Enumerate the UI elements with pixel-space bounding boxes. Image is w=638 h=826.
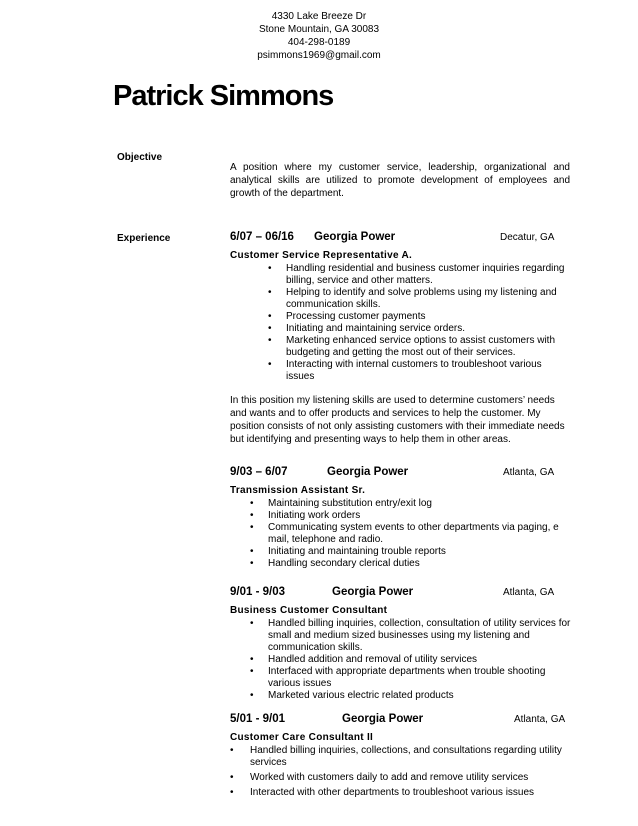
bullet-icon: • <box>250 690 254 701</box>
list-item <box>230 654 572 666</box>
candidate-name: Patrick Simmons <box>113 80 334 112</box>
list-item <box>230 666 572 690</box>
job-duties-list <box>230 263 572 383</box>
list-item <box>230 287 572 311</box>
list-item <box>230 510 572 522</box>
duty-text: Helping to identify and solve problems using my listening and communication skills. <box>286 287 557 310</box>
job-dates: 5/01 - 9/01 <box>230 713 285 725</box>
bullet-icon: • <box>268 311 272 322</box>
duty-text: Marketed various electric related products <box>268 690 454 701</box>
duty-text: Communicating system events to other departments via paging, e mail, telephone and radio. <box>268 522 559 545</box>
job-duties-list <box>230 618 572 702</box>
job-company: Georgia Power <box>327 466 409 478</box>
bullet-icon: • <box>268 287 272 298</box>
job-summary-paragraph: In this position my listening skills are used to determine customers’ needs and wants and to offer products and services to help the customer. My position consists of not only assisting customers with their immediate needs but identifying and presenting ways to help them in other areas. <box>230 395 565 445</box>
duty-text: Maintaining substitution entry/exit log <box>268 498 432 509</box>
bullet-icon: • <box>268 359 272 370</box>
list-item <box>230 323 572 335</box>
job-title: Customer Care Consultant II <box>230 732 374 743</box>
job-dates: 9/01 - 9/03 <box>230 586 285 598</box>
list-item <box>230 558 572 570</box>
job-duties-list <box>230 745 572 799</box>
job-location: Atlanta, GA <box>503 467 555 478</box>
city-state-zip: Stone Mountain, GA 30083 <box>258 24 380 35</box>
job-entry <box>230 586 572 702</box>
job-company: Georgia Power <box>332 586 414 598</box>
duty-text: Handled billing inquiries, collections, and consultations regarding utility services <box>250 745 562 768</box>
bullet-icon: • <box>250 498 254 509</box>
job-header <box>230 713 572 729</box>
duty-text: Worked with customers daily to add and remove utility services <box>250 772 529 783</box>
bullet-icon: • <box>250 654 254 665</box>
bullet-icon: • <box>268 323 272 334</box>
job-entry <box>230 466 572 570</box>
bullet-icon: • <box>250 546 254 557</box>
job-header <box>230 586 572 602</box>
job-company: Georgia Power <box>342 713 424 725</box>
duty-text: Interacted with other departments to troubleshoot various issues <box>250 787 535 798</box>
contact-block <box>0 10 638 62</box>
duty-text: Handled addition and removal of utility services <box>268 654 477 665</box>
job-header <box>230 231 572 247</box>
bullet-icon: • <box>230 787 234 798</box>
duty-text: Initiating and maintaining trouble reports <box>268 546 446 557</box>
list-item <box>230 618 572 654</box>
job-entry <box>230 231 572 446</box>
job-header <box>230 466 572 482</box>
bullet-icon: • <box>250 522 254 533</box>
job-title: Customer Service Representative A. <box>230 250 413 261</box>
objective-text: A position where my customer service, leadership, organizational and analytical skills are utilized to promote development of employees and growth of the department. <box>230 162 570 199</box>
job-location: Atlanta, GA <box>503 587 555 598</box>
job-duties-list <box>230 498 572 570</box>
job-company: Georgia Power <box>314 231 396 243</box>
bullet-icon: • <box>230 772 234 783</box>
list-item <box>230 772 572 784</box>
duty-text: Initiating and maintaining service orders. <box>286 323 465 334</box>
list-item <box>230 263 572 287</box>
job-dates: 9/03 – 6/07 <box>230 466 288 478</box>
list-item <box>230 359 572 383</box>
duty-text: Processing customer payments <box>286 311 426 322</box>
job-title: Transmission Assistant Sr. <box>230 485 366 496</box>
list-item <box>230 787 572 799</box>
list-item <box>230 690 572 702</box>
list-item <box>230 498 572 510</box>
duty-text: Handling residential and business customer inquiries regarding billing, service and other matters. <box>286 263 565 286</box>
list-item <box>230 745 572 769</box>
job-dates: 6/07 – 06/16 <box>230 231 294 243</box>
bullet-icon: • <box>268 335 272 346</box>
job-location: Decatur, GA <box>500 232 555 243</box>
bullet-icon: • <box>250 618 254 629</box>
email-address[interactable]: psimmons1969@gmail.com <box>257 50 381 61</box>
experience-label: Experience <box>117 233 171 244</box>
job-location: Atlanta, GA <box>514 714 566 725</box>
job-entry <box>230 713 572 799</box>
list-item <box>230 522 572 546</box>
duty-text: Interacting with internal customers to troubleshoot various issues <box>286 359 542 382</box>
bullet-icon: • <box>250 510 254 521</box>
bullet-icon: • <box>250 558 254 569</box>
duty-text: Handling secondary clerical duties <box>268 558 420 569</box>
list-item <box>230 546 572 558</box>
phone-number: 404-298-0189 <box>287 37 351 48</box>
objective-label: Objective <box>117 152 163 163</box>
job-title: Business Customer Consultant <box>230 605 388 616</box>
duty-text: Initiating work orders <box>268 510 361 521</box>
duty-text: Interfaced with appropriate departments when trouble shooting various issues <box>268 666 546 689</box>
bullet-icon: • <box>230 745 234 756</box>
list-item <box>230 335 572 359</box>
street-address: 4330 Lake Breeze Dr <box>271 11 367 22</box>
bullet-icon: • <box>250 666 254 677</box>
duty-text: Marketing enhanced service options to assist customers with budgeting and getting the most out of their services. <box>286 335 556 358</box>
duty-text: Handled billing inquiries, collection, consultation of utility services for small and medium sized businesses using my listening and communication skills. <box>268 618 571 653</box>
list-item <box>230 311 572 323</box>
bullet-icon: • <box>268 263 272 274</box>
